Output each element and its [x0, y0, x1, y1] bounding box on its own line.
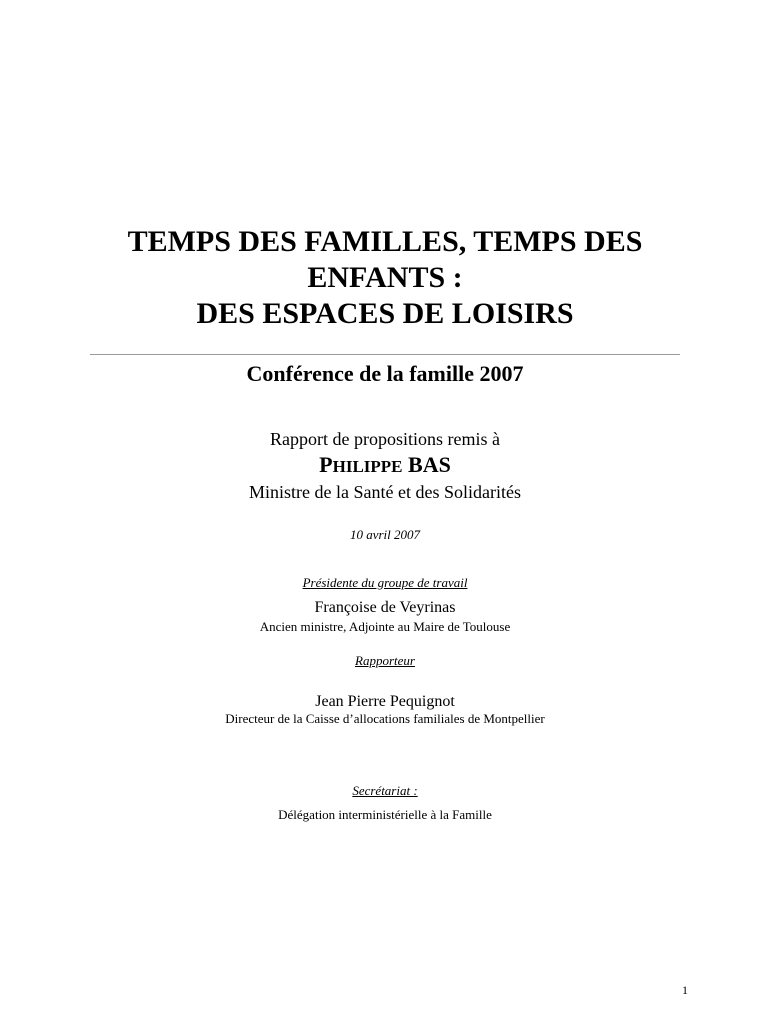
rapporteur-role: Directeur de la Caisse d’allocations familiales de Montpellier [225, 711, 545, 726]
president-label: Présidente du groupe de travail [302, 575, 468, 590]
president-role: Ancien ministre, Adjointe au Maire de Toulouse [259, 619, 511, 634]
report-date: 10 avril 2007 [349, 527, 421, 542]
title-line: ENFANTS : [307, 261, 463, 294]
minister-first-initial: P [319, 452, 333, 477]
report-intro: Rapport de propositions remis à [270, 429, 500, 449]
page-number: 1 [682, 983, 688, 997]
minister-last-name: BAS [408, 452, 451, 477]
minister-first-rest: HILIPPE [332, 457, 403, 476]
rapporteur-name: Jean Pierre Pequignot [315, 693, 455, 710]
secretariat-name: Délégation interministérielle à la Famille [278, 807, 492, 822]
minister-name [0, 452, 770, 480]
secretariat-label: Secrétariat : [352, 783, 418, 798]
title-line: TEMPS DES FAMILLES, TEMPS DES [127, 225, 643, 258]
minister-title: Ministre de la Santé et des Solidarités [249, 482, 521, 502]
conference-subtitle: Conférence de la famille 2007 [246, 361, 524, 386]
title-divider [90, 354, 680, 355]
rapporteur-label: Rapporteur [355, 653, 415, 668]
president-name: Françoise de Veyrinas [314, 599, 456, 616]
document-title [60, 224, 710, 332]
title-line: DES ESPACES DE LOISIRS [196, 297, 574, 330]
